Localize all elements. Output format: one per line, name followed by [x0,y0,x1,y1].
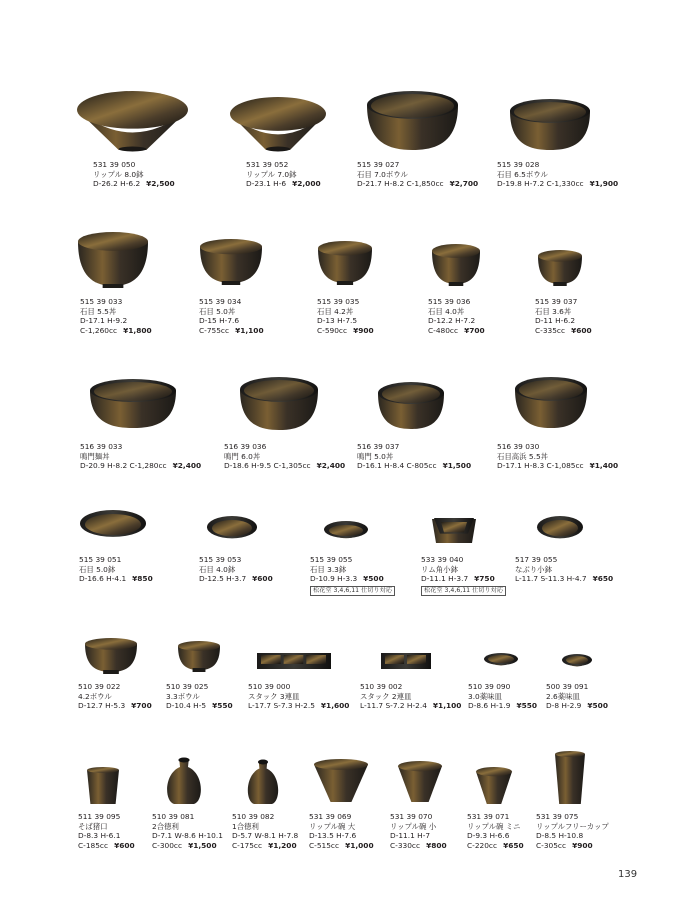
product-capacity: C-755cc [199,325,230,335]
product-photo [513,376,589,434]
product-info [248,682,349,711]
product-name: 3.3ボウル [166,691,200,701]
product-name: リップルフリーカップ [536,821,609,831]
product-note: 松花堂 3,4,6,11 仕切り対応 [310,586,395,596]
product-info [79,555,153,584]
product-code: 510 39 090 [468,682,511,691]
product-name: 石目 3.6丼 [535,306,572,316]
product-photo [83,637,139,679]
product-capacity: C-220cc [467,840,498,850]
product-photo [238,376,320,436]
product-spec: D-5.7 W-8.1 H-7.8 [232,831,299,841]
product-photo [365,90,460,156]
product-info [360,682,461,711]
product-price: ¥2,000 [292,179,321,189]
product-capacity: C-185cc [78,840,109,850]
product-code: 516 39 030 [497,442,540,451]
product-price: ¥800 [426,840,447,850]
product-info [309,812,374,850]
product-spec: D-11.1 H-3.7 [421,574,469,584]
product-name: 鳴門 6.0丼 [224,451,261,461]
product-name: リム角小鉢 [421,564,458,574]
product-code: 515 39 036 [428,297,471,306]
product-name: スタック 3連皿 [248,691,300,701]
product-name: リップル碗 大 [309,821,356,831]
product-code: 516 39 036 [224,442,267,451]
product-code: 515 39 033 [80,297,123,306]
product-info [357,442,471,471]
product-price: ¥1,800 [123,325,152,335]
product-info [428,297,485,335]
product-spec: D-11.1 H-7 [390,831,431,841]
product-price: ¥750 [474,574,495,584]
product-code: 515 39 053 [199,555,242,564]
product-photo [536,249,584,291]
product-name: リップル碗 小 [390,821,437,831]
product-name: 3.0薬味皿 [468,691,502,701]
product-code: 515 39 055 [310,555,353,564]
product-capacity: C-480cc [428,325,459,335]
product-photo [552,750,588,810]
product-code: 500 39 091 [546,682,589,691]
product-info [246,160,321,189]
product-price: ¥1,200 [268,840,297,850]
product-name: リップル 7.0鉢 [246,169,297,179]
product-capacity: C-305cc [536,840,567,850]
product-name: なぶり小鉢 [515,564,552,574]
product-price: ¥900 [353,325,374,335]
product-code: 531 39 071 [467,812,510,821]
product-name: 石目 5.0丼 [199,306,236,316]
product-name: リップル碗 ミニ [467,821,521,831]
product-photo [430,515,478,549]
product-name: 石目 5.0鉢 [79,564,116,574]
product-name: 石目 6.5ボウル [497,169,548,179]
product-spec: D-11 H-6.2 [535,316,576,326]
product-info [535,297,592,335]
product-price: ¥700 [464,325,485,335]
product-info [467,812,524,850]
product-photo [396,760,444,808]
product-info [357,160,478,189]
product-spec: D-8.5 H-10.8 [536,831,584,841]
product-price: ¥600 [571,325,592,335]
product-name: 石目 3.3鉢 [310,564,347,574]
product-price: ¥2,700 [449,179,479,189]
product-photo [312,758,370,808]
product-photo [85,766,121,810]
product-info [152,812,223,850]
product-info [199,297,264,335]
product-code: 515 39 034 [199,297,242,306]
product-photo [256,651,332,675]
product-spec: D-8.6 H-1.9 [468,701,511,711]
product-photo [198,238,264,290]
product-name: 石目 4.0丼 [428,306,465,316]
product-capacity: C-300cc [152,840,183,850]
product-spec: L-11.7 S-11.3 H-4.7 [515,574,587,584]
product-price: ¥1,100 [235,325,264,335]
product-info [166,682,233,711]
product-info [515,555,613,584]
product-price: ¥2,400 [316,461,346,471]
product-photo [88,378,178,434]
product-price: ¥1,400 [589,461,619,471]
product-info [224,442,345,471]
product-code: 510 39 082 [232,812,275,821]
product-name: 石目高浜 5.5丼 [497,451,549,461]
product-code: 510 39 002 [360,682,403,691]
product-photo [535,515,585,551]
product-info [497,160,618,189]
product-spec: D-13.5 H-7.6 [309,831,357,841]
product-info [390,812,447,850]
product-name: 2.6薬味皿 [546,691,580,701]
product-photo [176,640,222,677]
product-code: 511 39 095 [78,812,121,821]
product-price: ¥550 [516,701,538,711]
product-price: ¥2,500 [146,179,175,189]
product-photo [376,381,446,435]
product-info [546,682,608,711]
product-spec: D-20.9 H-8.2 C-1,280cc [80,461,167,471]
product-name: リップル 8.0鉢 [93,169,144,179]
product-spec: D-18.6 H-9.5 C-1,305cc [224,461,311,471]
product-price: ¥2,400 [172,461,202,471]
product-code: 531 39 069 [309,812,352,821]
product-name: 石目 5.5丼 [80,306,117,316]
product-photo [474,766,514,810]
product-name: 鳴門 5.0丼 [357,451,394,461]
product-price: ¥900 [572,840,593,850]
product-capacity: C-515cc [309,840,340,850]
product-spec: D-9.3 H-6.6 [467,831,510,841]
product-name: 鳴門麺丼 [80,451,110,461]
product-photo [245,758,281,810]
product-spec: D-12.2 H-7.2 [428,316,476,326]
product-name: そば猪口 [78,821,108,831]
product-photo [322,520,370,549]
product-code: 510 39 000 [248,682,291,691]
product-price: ¥1,500 [442,461,472,471]
product-capacity: C-175cc [232,840,263,850]
product-photo [508,98,592,156]
product-name: 4.2ボウル [78,691,112,701]
product-price: ¥850 [132,574,153,584]
product-code: 515 39 028 [497,160,540,169]
product-spec: D-12.7 H-5.3 [78,701,126,711]
product-spec: D-16.6 H-4.1 [79,574,127,584]
product-price: ¥1,600 [320,701,350,711]
product-spec: D-17.1 H-8.3 C-1,085cc [497,461,584,471]
product-code: 510 39 081 [152,812,195,821]
product-price: ¥600 [114,840,135,850]
product-info [80,442,201,471]
product-info [310,555,395,596]
product-spec: D-12.5 H-3.7 [199,574,247,584]
product-price: ¥1,000 [345,840,374,850]
product-code: 531 39 070 [390,812,433,821]
product-code: 531 39 075 [536,812,579,821]
product-price: ¥500 [587,701,608,711]
product-spec: D-16.1 H-8.4 C-805cc [357,461,437,471]
product-code: 515 39 027 [357,160,400,169]
product-spec: D-21.7 H-8.2 C-1,850cc [357,179,444,189]
product-name: 石目 7.0ボウル [357,169,408,179]
product-code: 515 39 035 [317,297,360,306]
product-info [468,682,537,711]
product-info [80,297,152,335]
product-capacity: C-590cc [317,325,348,335]
product-code: 510 39 025 [166,682,209,691]
product-info [497,442,618,471]
product-price: ¥1,900 [589,179,619,189]
product-photo [205,515,259,551]
product-photo [560,652,594,676]
product-spec: D-7.1 W-8.6 H-10.1 [152,831,223,841]
product-price: ¥650 [503,840,524,850]
product-spec: L-17.7 S-7.3 H-2.5 [248,701,315,711]
product-capacity: C-1,260cc [80,325,118,335]
product-spec: L-11.7 S-7.2 H-2.4 [360,701,427,711]
product-price: ¥600 [252,574,273,584]
product-name: 石目 4.0鉢 [199,564,236,574]
product-capacity: C-330cc [390,840,421,850]
page-number: 139 [618,869,638,880]
product-price: ¥500 [363,574,384,584]
product-code: 515 39 051 [79,555,122,564]
product-info [93,160,175,189]
product-info [232,812,298,850]
product-photo [228,96,328,156]
product-photo [75,90,190,156]
product-info [536,812,609,850]
product-spec: D-13 H-7.5 [317,316,358,326]
product-photo [482,651,520,675]
product-photo [76,231,150,293]
product-info [421,555,506,596]
product-info [317,297,374,335]
product-code: 517 39 055 [515,555,558,564]
product-info [78,682,152,711]
product-capacity: C-335cc [535,325,566,335]
product-info [78,812,135,850]
product-name: 1合徳利 [232,821,259,831]
product-spec: D-10.4 H-5 [166,701,207,711]
product-code: 531 39 052 [246,160,289,169]
product-name: スタック 2連皿 [360,691,412,701]
product-code: 516 39 037 [357,442,400,451]
product-spec: D-8.3 H-6.1 [78,831,121,841]
product-spec: D-26.2 H-6.2 [93,179,141,189]
product-name: 2合徳利 [152,821,179,831]
product-photo [316,240,374,290]
product-price: ¥650 [592,574,614,584]
product-code: 533 39 040 [421,555,464,564]
product-spec: D-17.1 H-9.2 [80,316,128,326]
product-name: 石目 4.2丼 [317,306,354,316]
product-code: 531 39 050 [93,160,136,169]
product-code: 515 39 037 [535,297,578,306]
product-price: ¥1,500 [188,840,217,850]
product-spec: D-23.1 H-6 [246,179,287,189]
product-info [199,555,273,584]
product-photo [380,651,432,675]
product-price: ¥550 [212,701,233,711]
product-photo [164,756,204,810]
product-code: 516 39 033 [80,442,123,451]
product-spec: D-19.8 H-7.2 C-1,330cc [497,179,584,189]
product-photo [78,509,148,551]
product-price: ¥1,100 [432,701,462,711]
product-note: 松花堂 3,4,6,11 仕切り対応 [421,586,506,596]
product-price: ¥700 [131,701,152,711]
product-spec: D-8 H-2.9 [546,701,582,711]
product-spec: D-15 H-7.6 [199,316,240,326]
product-code: 510 39 022 [78,682,121,691]
product-spec: D-10.9 H-3.3 [310,574,358,584]
product-photo [430,243,482,291]
